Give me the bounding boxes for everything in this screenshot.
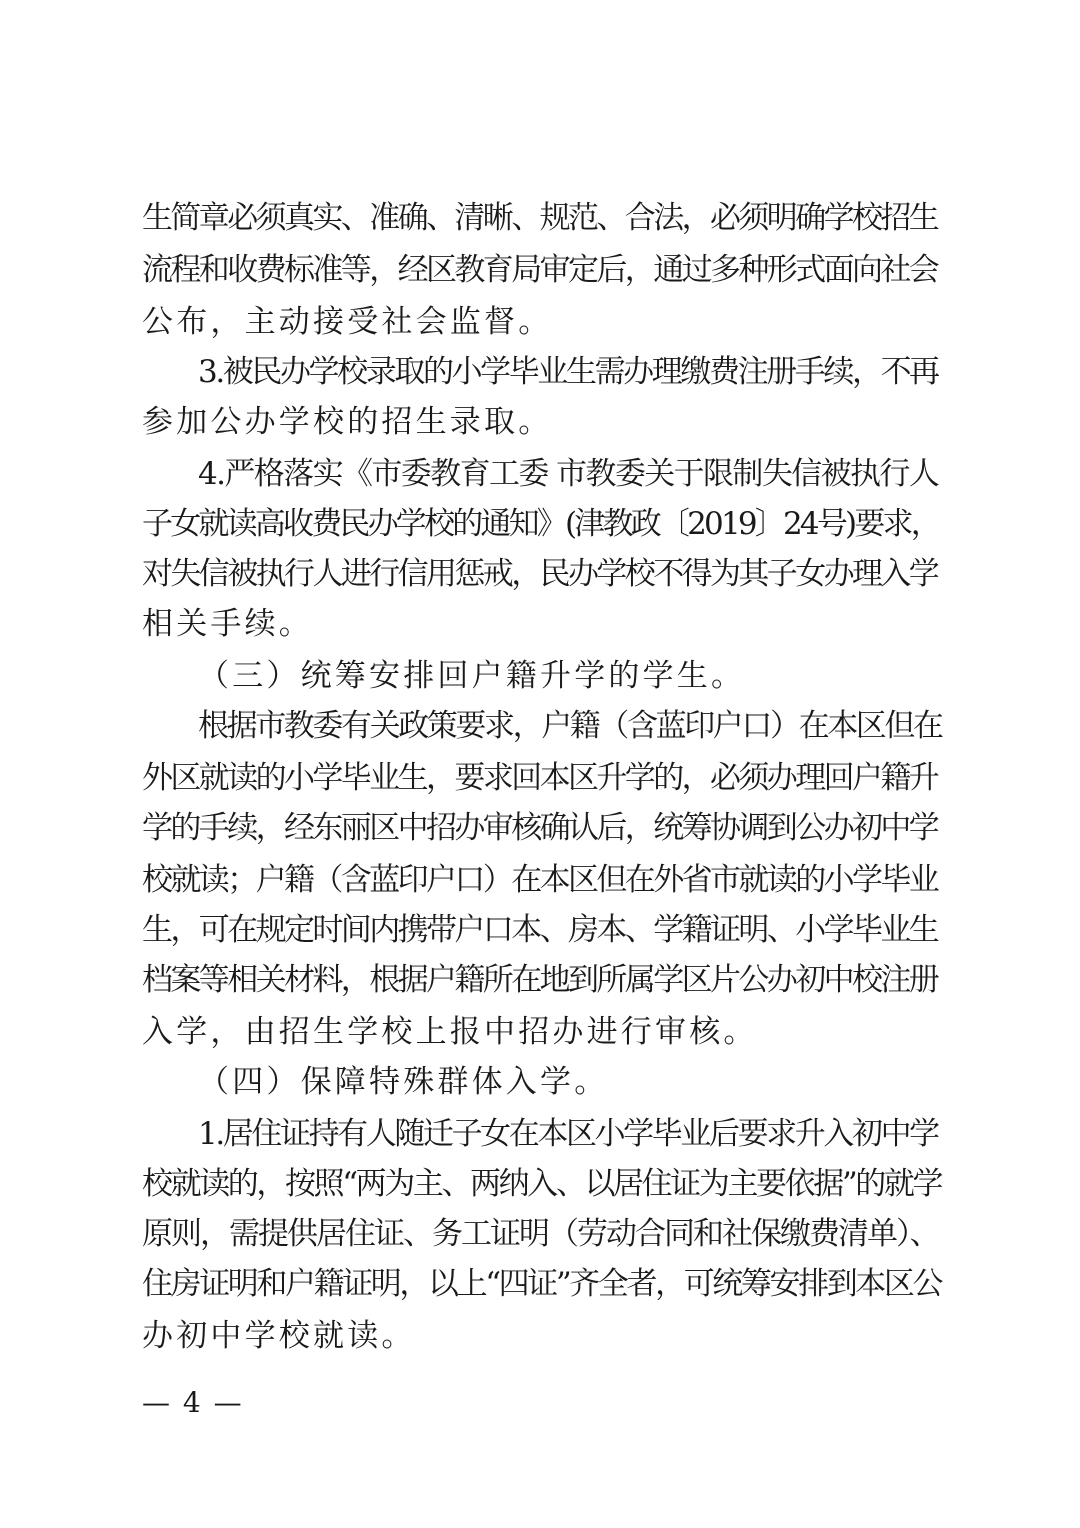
text-line: 流程和收费标准等，经区教育局审定后，通过多种形式面向社会: [142, 252, 938, 288]
text-line: 校就读；户籍（含蓝印户口）在本区但在外省市就读的小学毕业: [142, 862, 938, 898]
text-line: 子女就读高收费民办学校的通知》(津教政〔2019〕24号)要求，: [142, 506, 939, 542]
section-heading: （三）统筹安排回户籍升学的学生。: [198, 658, 746, 694]
text-line: 档案等相关材料，根据户籍所在地到所属学区片公办初中校注册: [142, 962, 938, 998]
text-line: 办初中学校就读。: [142, 1318, 416, 1354]
text-line: 参加公办学校的招生录取。: [142, 404, 553, 440]
text-line: 4.严格落实《市委教育工委 市教委关于限制失信被执行人: [198, 456, 939, 492]
page-number: — 4 —: [142, 1386, 244, 1419]
text-line: 外区就读的小学毕业生，要求回本区升学的，必须办理回户籍升: [142, 760, 938, 796]
text-line: 生，可在规定时间内携带户口本、房本、学籍证明、小学毕业生: [142, 912, 938, 948]
text-line: 3.被民办学校录取的小学毕业生需办理缴费注册手续，不再: [198, 354, 938, 390]
text-line: 入学，由招生学校上报中招办进行审核。: [142, 1014, 758, 1050]
text-line: 根据市教委有关政策要求，户籍（含蓝印户口）在本区但在: [198, 708, 942, 744]
text-line: 住房证明和户籍证明，以上“四证”齐全者，可统筹安排到本区公: [142, 1266, 942, 1302]
text-line: 校就读的，按照“两为主、两纳入、以居住证为主要依据”的就学: [142, 1166, 942, 1202]
section-heading: （四）保障特殊群体入学。: [198, 1064, 609, 1100]
text-line: 相关手续。: [142, 606, 313, 642]
text-line: 1.居住证持有人随迁子女在本区小学毕业后要求升入初中学: [198, 1116, 938, 1152]
text-line: 生简章必须真实、准确、清晰、规范、合法，必须明确学校招生: [142, 200, 938, 236]
text-line: 对失信被执行人进行信用惩戒，民办学校不得为其子女办理入学: [142, 556, 938, 592]
text-line: 学的手续，经东丽区中招办审核确认后，统筹协调到公办初中学: [142, 810, 938, 846]
text-line: 公布，主动接受社会监督。: [142, 304, 553, 340]
text-line: 原则，需提供居住证、务工证明（劳动合同和社保缴费清单）、: [142, 1216, 939, 1252]
